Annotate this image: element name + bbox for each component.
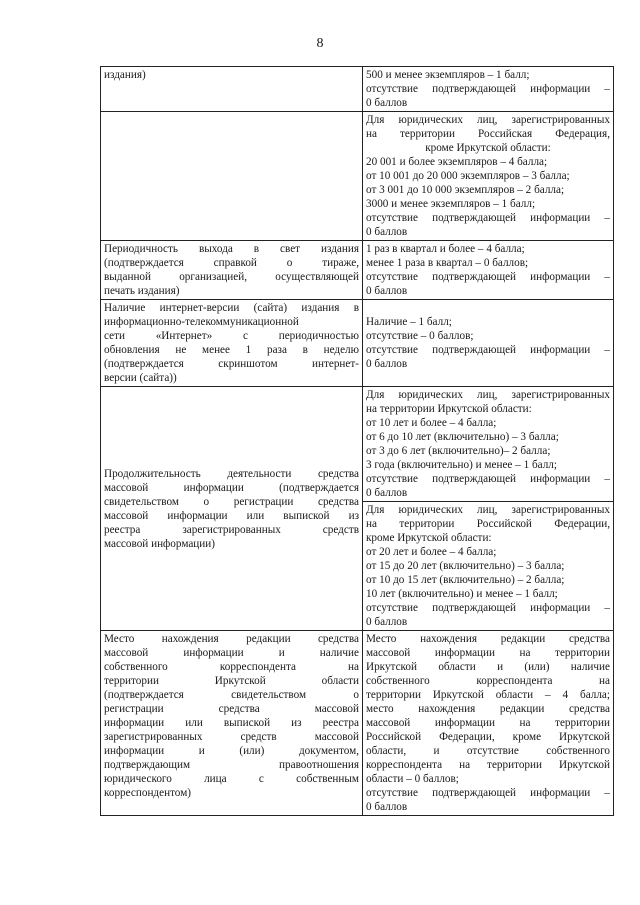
cell-line: 0 баллов	[366, 487, 408, 499]
cell-line: сети «Интернет» с периодичностью	[104, 330, 359, 342]
cell-line: Для юридических лиц, зарегистрированных	[366, 114, 610, 126]
cell-line: печать издания)	[104, 285, 180, 297]
cell-line: от 15 до 20 лет (включительно) – 3 балла;	[366, 560, 565, 572]
cell-line: территории Иркутской области	[104, 675, 359, 687]
table-row	[101, 631, 614, 816]
cell-line: массовой информации на территории	[366, 647, 610, 659]
table-row	[101, 241, 614, 300]
table-row	[101, 112, 614, 241]
criteria-table	[100, 66, 614, 816]
cell-line: Продолжительность деятельности средства	[104, 467, 359, 480]
cell-line: подтверждающим правоотношения	[104, 759, 359, 771]
cell-line: информации и (или) документом,	[104, 745, 359, 757]
cell-line: отсутствие подтверждающей информации –	[366, 787, 610, 799]
criterion-cell	[101, 241, 363, 300]
cell-line: отсутствие подтверждающей информации –	[366, 271, 610, 283]
criterion-cell	[101, 387, 363, 631]
cell-line: издания)	[104, 69, 146, 81]
cell-line: зарегистрированных средств массовой	[104, 731, 359, 743]
cell-line: (подтверждается справкой о тираже,	[104, 257, 359, 269]
cell-line: Российской Федерации, кроме Иркутской	[366, 731, 610, 743]
cell-line: 0 баллов	[366, 801, 408, 813]
cell-line: обновления не менее 1 раза в неделю	[104, 344, 359, 356]
cell-line: место нахождения редакции средства	[366, 703, 610, 715]
cell-line: области – 0 баллов;	[366, 773, 459, 785]
score-cell	[363, 241, 614, 300]
cell-line: Периодичность выхода в свет издания	[104, 243, 359, 255]
table-row	[101, 67, 614, 112]
cell-line: 0 баллов	[366, 97, 408, 109]
score-cell	[363, 67, 614, 112]
cell-line: 0 баллов	[366, 226, 408, 238]
criterion-cell	[101, 67, 363, 112]
cell-line: от 6 до 10 лет (включительно) – 3 балла;	[366, 431, 559, 443]
cell-line: выданной организацией, осуществляющей	[104, 271, 359, 283]
cell-line: информации или выпиской из реестра	[104, 717, 359, 729]
cell-line: области, и отсутствие собственного	[366, 745, 610, 757]
cell-line: информационно-телекоммуникационной	[104, 316, 299, 328]
cell-line: отсутствие подтверждающей информации –	[366, 602, 610, 614]
criterion-cell	[101, 300, 363, 387]
table-row	[101, 300, 614, 387]
cell-line: корреспондентом)	[104, 787, 191, 799]
score-cell	[363, 112, 614, 241]
cell-line: 0 баллов	[366, 285, 408, 297]
cell-line: (подтверждается свидетельством о	[104, 689, 359, 701]
score-cell	[363, 387, 614, 502]
cell-line: 500 и менее экземпляров – 1 балл;	[366, 69, 530, 81]
cell-line: Иркутской области и (или) наличие	[366, 661, 610, 673]
cell-line: от 20 лет и более – 4 балла;	[366, 546, 497, 558]
cell-line: от 3 001 до 10 000 экземпляров – 2 балла;	[366, 184, 565, 196]
cell-line: отсутствие подтверждающей информации –	[366, 212, 610, 224]
cell-line: 20 001 и более экземпляров – 4 балла;	[366, 156, 548, 168]
cell-line: кроме Иркутской области:	[366, 532, 492, 544]
cell-line: от 10 до 15 лет (включительно) – 2 балла;	[366, 574, 565, 586]
cell-line: на территории Иркутской области:	[366, 403, 532, 415]
score-cell	[363, 631, 614, 816]
cell-line: собственного корреспондента на	[366, 675, 610, 687]
cell-line: кроме Иркутской области:	[425, 142, 551, 154]
score-cell	[363, 300, 614, 387]
cell-line: отсутствие – 0 баллов;	[366, 330, 474, 342]
cell-line: территории Иркутской области – 4 балла;	[366, 689, 610, 701]
cell-line: отсутствие подтверждающей информации –	[366, 473, 610, 485]
score-cell	[363, 502, 614, 631]
cell-line: реестра зарегистрированных средств	[104, 523, 359, 536]
cell-line: свидетельством о регистрации средства	[104, 495, 359, 508]
cell-line: Для юридических лиц, зарегистрированных	[366, 389, 610, 401]
cell-line: 3000 и менее экземпляров – 1 балл;	[366, 198, 536, 210]
cell-line: корреспондента на территории Иркутской	[366, 759, 610, 771]
cell-line: 1 раз в квартал и более – 4 балла;	[366, 243, 525, 255]
cell-line: на территории Российская Федерация,	[366, 128, 610, 140]
cell-line: Место нахождения редакции средства	[104, 633, 359, 645]
cell-line: от 3 до 6 лет (включительно)– 2 балла;	[366, 445, 551, 457]
cell-line: массовой информации или выпиской из	[104, 509, 359, 522]
criterion-cell	[101, 631, 363, 816]
cell-line: Наличие интернет-версии (сайта) издания в	[104, 302, 359, 314]
cell-line: отсутствие подтверждающей информации –	[366, 344, 610, 356]
criterion-cell	[101, 112, 363, 241]
cell-line: менее 1 раза в квартал – 0 баллов;	[366, 257, 529, 269]
cell-line: Для юридических лиц, зарегистрированных	[366, 504, 610, 516]
cell-line: на территории Российской Федерации,	[366, 518, 610, 530]
cell-line: от 10 лет и более – 4 балла;	[366, 417, 497, 429]
cell-line: массовой информации)	[104, 537, 215, 550]
cell-line: регистрации средства массовой	[104, 703, 359, 715]
cell-line: юридического лица с собственным	[104, 773, 359, 785]
cell-line: 3 года (включительно) и менее – 1 балл;	[366, 459, 557, 471]
cell-line: собственного корреспондента на	[104, 661, 359, 673]
cell-line: массовой информации (подтверждается	[104, 481, 359, 494]
cell-line: от 10 001 до 20 000 экземпляров – 3 балла;	[366, 170, 570, 182]
cell-line: отсутствие подтверждающей информации –	[366, 83, 610, 95]
cell-line: 0 баллов	[366, 616, 408, 628]
cell-line: 10 лет (включительно) и менее – 1 балл;	[366, 588, 558, 600]
cell-line: Наличие – 1 балл;	[366, 316, 452, 328]
cell-line: 0 баллов	[366, 358, 408, 370]
cell-line: массовой информации на территории	[366, 717, 610, 729]
table-row	[101, 387, 614, 502]
cell-line: версии (сайта))	[104, 372, 177, 384]
cell-line: массовой информации и наличие	[104, 647, 359, 659]
cell-line: Место нахождения редакции средства	[366, 633, 610, 645]
cell-line: (подтверждается скриншотом интернет-	[104, 358, 359, 370]
page-number: 8	[316, 36, 324, 51]
